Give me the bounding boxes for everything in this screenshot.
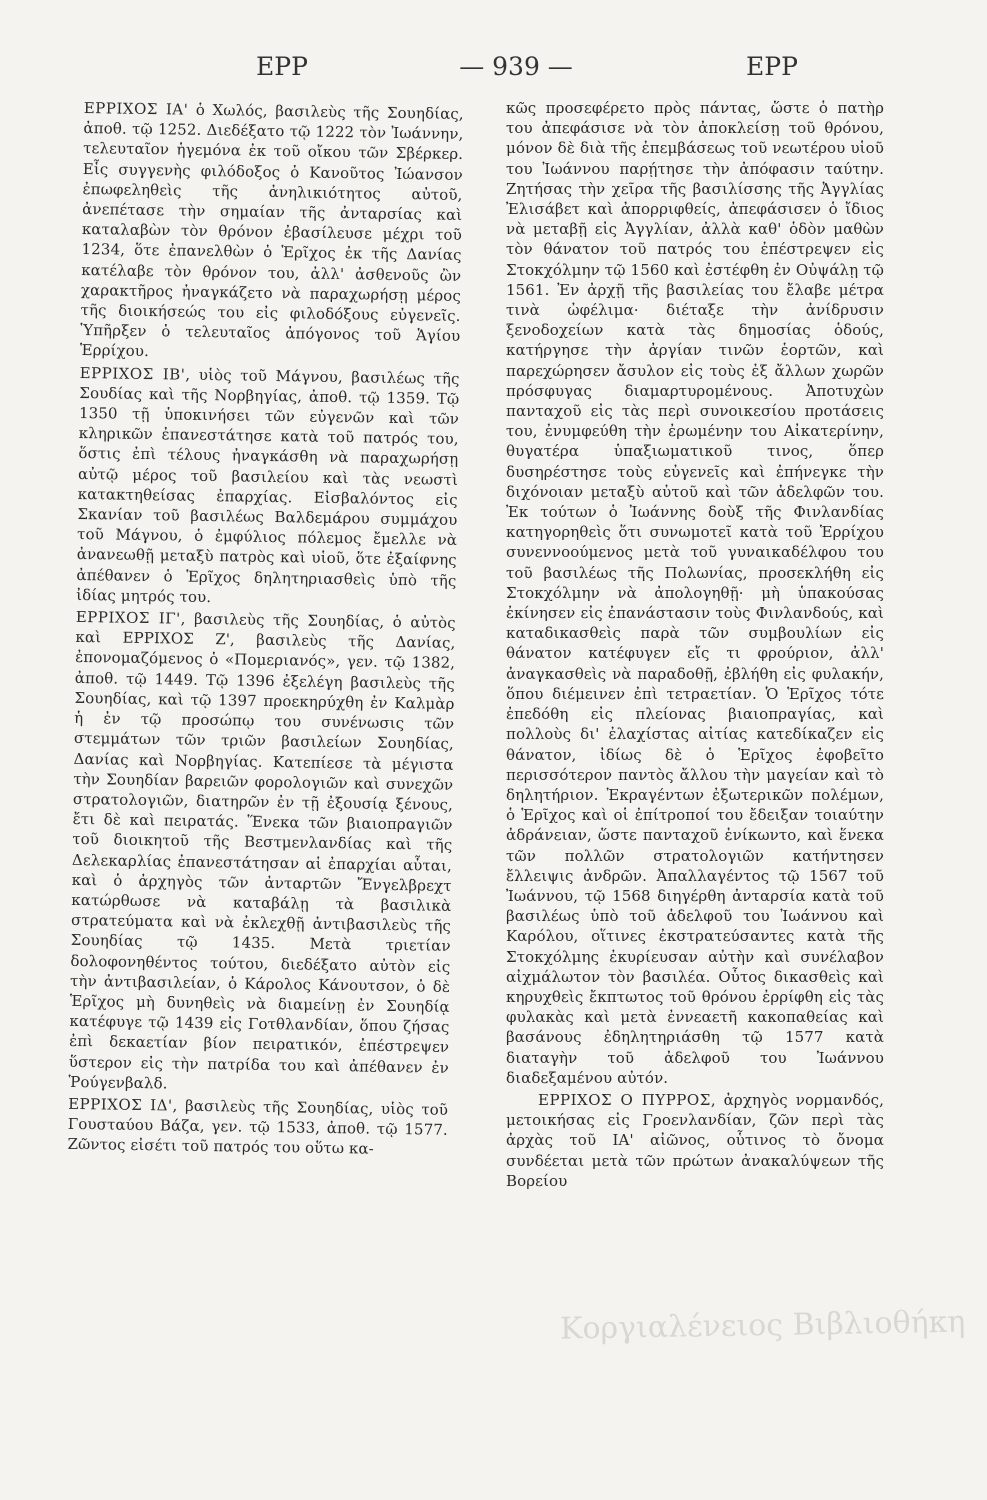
entry-errichos-13 [68, 607, 456, 1098]
entry-errichos-12 [76, 363, 460, 611]
entry-text: κῶς προσεφέρετο πρὸς πάντας, ὥστε ὁ πατὴρ του ἀπεφάσισε νὰ τὸν ἀποκλείσῃ τοῦ θρόνου, μόνον δὲ διὰ τῆς ἐπεμβάσεως τοῦ νεωτέρου υἱοῦ του Ἰωάννου παρῄτησε τὴν ἀπόφασιν ταύτην. Ζητήσας τὴν χεῖρα τῆς βασιλίσσης τῆς Ἀγγλίας Ἐλισάβετ καὶ ἀπορριφθείς, ἀπεφάσισεν ὁ ἴδιος νὰ μεταβῇ εἰς Ἀγγλίαν, ἀλλὰ καθ' ὁδὸν μαθὼν τὸν θάνατον τοῦ πατρός του ἐπέστρεψεν εἰς Στοκχόλμην τῷ 1560 καὶ ἐστέφθη ἐν Οὐψάλῃ τῷ 1561. Ἐν ἀρχῇ τῆς βασιλείας του ἔλαβε μέτρα τινὰ ὠφέλιμα· διέταξε τὴν ἀνίδρυσιν ξενοδοχείων κατὰ τὰς δημοσίας ὁδούς, κατήργησε τὴν ἀργίαν τινῶν ἑορτῶν, καὶ παρεχώρησεν ἄσυλον εἰς τοὺς ἐξ ἄλλων χωρῶν πρόσφυγας διαμαρτυρομένους. Ἀποτυχὼν πανταχοῦ εἰς τὰς περὶ συνοικεσίου προτάσεις του, ἐνυμφεύθη τὴν ἐρωμένην του Αἰκατερίνην, θυγατέρα ὑπαξιωματικοῦ τινος, ὅπερ δυσηρέστησε τοὺς εὐγενεῖς καὶ ἐπήνεγκε τὴν διχόνοιαν μεταξὺ αὐτοῦ καὶ τῶν ἀδελφῶν του. Ἐκ τούτων ὁ Ἰωάννης δοὺξ τῆς Φινλανδίας κατηγορηθεὶς ὅτι συνωμοτεῖ κατὰ τοῦ Ἑρρίχου συνεννοούμενος μετὰ τοῦ γυναικαδέλφου του τοῦ βασιλέως τῆς Πολωνίας, προσεκλήθη εἰς Στοκχόλμην νὰ ἀπολογηθῇ· μὴ ὑπακούσας ἐκίνησεν εἰς ἐπανάστασιν τοὺς Φινλανδούς, καὶ καταδικασθεὶς παρὰ τῶν συμβουλίων εἰς θάνατον κατέφυγεν εἴς τι φρούριον, ἀλλ' ἀναγκασθεὶς νὰ παραδοθῇ, ἐβλήθη εἰς φυλακήν, ὅπου διέμεινεν ἐπὶ τετραετίαν. Ὁ Ἑρῖχος τότε ἐπεδόθη εἰς πλείονας βιαιοπραγίας, καὶ πολλοὺς δι' ἐλαχίστας αἰτίας κατεδίκαζεν εἰς θάνατον, ἰδίως δὲ ὁ Ἑρῖχος ἐφοβεῖτο περισσότερον παντὸς ἄλλου τὴν μαγείαν καὶ τὸ δηλητήριον. Ἐκραγέντων ἐξωτερικῶν πολέμων, ὁ Ἑρῖχος καὶ οἱ ἐπίτροποί του ἔδειξαν τοιαύτην ἀδράνειαν, ὥστε πανταχοῦ ἐνίκωντο, καὶ ἕνεκα τῶν πολλῶν στρατολογιῶν κατήντησεν ἔλλειψις ἀνδρῶν. Ἀπαλλαγέντος τῷ 1567 τοῦ Ἰωάννου, τῷ 1568 διηγέρθη ἀνταρσία κατὰ τοῦ βασιλέως ὑπὸ τοῦ ἀδελφοῦ του Ἰωάννου καὶ Καρόλου, οἵτινες ἐκστρατεύσαντες κατὰ τῆς Στοκχόλμης ἐκυρίευσαν αὐτὴν καὶ συνέλαβον αἰχμάλωτον τὸν βασιλέα. Οὗτος δικασθεὶς καὶ κηρυχθεὶς ἔκπτωτος τοῦ θρόνου ἐρρίφθη εἰς τὰς φυλακὰς καὶ μετὰ ἐννεαετῆ κακοπαθείας καὶ βασάνους ἐδηλητηριάσθη τῷ 1577 κατὰ διαταγὴν τοῦ ἀδελφοῦ του Ἰωάννου διαδεξαμένου αὐτόν. [506, 99, 884, 1087]
right-column [506, 96, 884, 1191]
entry-errichos-11 [80, 98, 464, 367]
entry-errichos-14-continued [506, 98, 884, 1088]
left-column [67, 96, 464, 1160]
entry-head: ΕΡΡΙΧΟΣ ΙΓ' [75, 608, 181, 628]
page-header [86, 52, 916, 92]
page-number: — 939 — [459, 52, 573, 81]
entry-head: ΕΡΡΙΧΟΣ ΙΔ' [68, 1094, 173, 1115]
entry-head: ΕΡΡΙΧΟΣ ΙΒ' [79, 363, 186, 384]
entry-text: , υἱὸς τοῦ Μάγνου, βασιλέως τῆς Σουδίας καὶ τῆς Νορβηγίας, ἀποθ. τῷ 1359. Τῷ 1350 τῇ ὑποκινήσει τῶν εὐγενῶν καὶ τῶν κληρικῶν ἐπανεστάτησε κατὰ τοῦ πατρός του, ὅστις ἐπὶ τέλους ἠναγκάσθη νὰ παραχωρήσῃ αὐτῷ μέρος τοῦ βασιλείου καὶ τὰς νεωστὶ κατακτηθείσας ἐπαρχίας. Εἰσβαλόντος εἰς Σκανίαν τοῦ βασιλέως Βαλδεμάρου συμμάχου τοῦ Μάγνου, ὁ ἐμφύλιος πόλεμος ἔμελλε νὰ ἀνανεωθῇ μεταξὺ πατρὸς καὶ υἱοῦ, ὅτε ἐξαίφνης ἀπέθανεν ὁ Ἑρῖχος δηλητηριασθεὶς ὑπὸ τῆς ἰδίας μητρός του. [76, 365, 460, 606]
entry-text: ὁ Χωλός, βασιλεὺς τῆς Σουηδίας, ἀποθ. τῷ 1252. Διεδέξατο τῷ 1222 τὸν Ἰωάννην, τελευταῖον ἡγεμόνα ἐκ τοῦ οἴκου τῶν Σβέρκερ. Εἷς συγγενὴς φιλόδοξος ὁ Κανοῦτος Ἰώανσον ἐπωφεληθεὶς τῆς ἀνηλικιότητος αὐτοῦ, ἀνεπέτασε τὴν σημαίαν τῆς ἀνταρσίας καὶ καταλαβὼν τὸν θρόνον ἐβασίλευσε μέχρι τοῦ 1234, ὅτε ἐπανελθὼν ὁ Ἑρῖχος ἐκ τῆς Δανίας κατέλαβε τὸν θρόνον του, ἀλλ' ἀσθενοῦς ὢν χαρακτῆρος ἠναγκάζετο νὰ παραχωρήσῃ μέρος τῆς διοικήσεώς του εἰς φιλοδόξους εὐγενεῖς. Ὑπῆρξεν ὁ τελευταῖος ἀπόγονος τοῦ Ἁγίου Ἑρρίχου. [79, 100, 464, 361]
entry-errichos-14 [67, 1094, 448, 1161]
entry-text: , βασιλεὺς τῆς Σουηδίας, υἱὸς τοῦ Γουσταύου Βάζα, γεν. τῷ 1533, ἀποθ. τῷ 1577. Ζῶντος εἰσέτι τοῦ πατρός του οὕτω κα- [67, 1096, 449, 1159]
header-right: ΕΡΡ [746, 52, 798, 81]
entry-text: , ἀρχηγὸς νορμανδός, μετοικήσας εἰς Γροενλανδίαν, ζῶν περὶ τὰς ἀρχὰς τοῦ ΙΑ' αἰῶνος, οὗτινος τὸ ὄνομα συνδέεται μετὰ τῶν πρώτων ἀνακαλύψεων τῆς Βορείου [506, 1090, 884, 1190]
header-left: ΕΡΡ [256, 52, 308, 81]
library-watermark: Κοργιαλένειος Βιβλιοθήκη [559, 1304, 966, 1347]
entry-head: ΕΡΡΙΧΟΣ ΙΑ' [83, 98, 189, 119]
entry-head: ΕΡΡΙΧΟΣ Ο ΠΥΡΡΟΣ [538, 1090, 711, 1109]
entry-text: , βασιλεὺς τῆς Σουηδίας, ὁ αὐτὸς καὶ ΕΡΡΙΧΟΣ Ζ', βασιλεὺς τῆς Δανίας, ἐπονομαζόμενος ὁ «Πομεριανός», γεν. τῷ 1382, ἀποθ. τῷ 1449. Τῷ 1396 ἐξελέγη βασιλεὺς τῆς Σουηδίας, καὶ τῷ 1397 προεκηρύχθη ἐν Καλμὰρ ἡ ἐν τῷ προσώπῳ του συνένωσις τῶν στεμμάτων τῶν τριῶν βασιλείων Σουηδίας, Δανίας καὶ Νορβηγίας. Κατεπίεσε τὰ μέγιστα τὴν Σουηδίαν βαρειῶν φορολογιῶν καὶ συνεχῶν στρατολογιῶν, διατηρῶν ἐν τῇ ἐξουσίᾳ ξένους, ἔτι δὲ καὶ πειρατάς. Ἕνεκα τῶν βιαιοπραγιῶν τοῦ διοικητοῦ τῆς Βεστμενλανδίας καὶ τῆς Δελεκαρλίας ἐπανεστάτησαν αἱ ἐπαρχίαι αὗται, καὶ ὁ ἀρχηγὸς τῶν ἀνταρτῶν Ἔνγελβρεχτ κατώρθωσε νὰ καταβάλῃ τὰ βασιλικὰ στρατεύματα καὶ νὰ ἐκλεχθῇ ἀντιβασιλεὺς τῆς Σουηδίας τῷ 1435. Μετὰ τριετίαν δολοφονηθέντος τούτου, διεδέξατο αὐτὸν εἰς τὴν ἀντιβασιλείαν, ὁ Κάρολος Κάνουτσον, ὁ δὲ Ἑρῖχος μὴ δυνηθεὶς νὰ διαμείνῃ ἐν Σουηδίᾳ κατέφυγε τῷ 1439 εἰς Γοτθλανδίαν, ὅπου ζήσας ἐπὶ δεκαετίαν βίον πειρατικόν, ἐπέστρεψεν ὕστερον εἰς τὴν πατρίδα του καὶ ἀπέθανεν ἐν Ῥούγενβαλδ. [68, 609, 456, 1093]
entry-errichos-pyrros [506, 1090, 884, 1191]
